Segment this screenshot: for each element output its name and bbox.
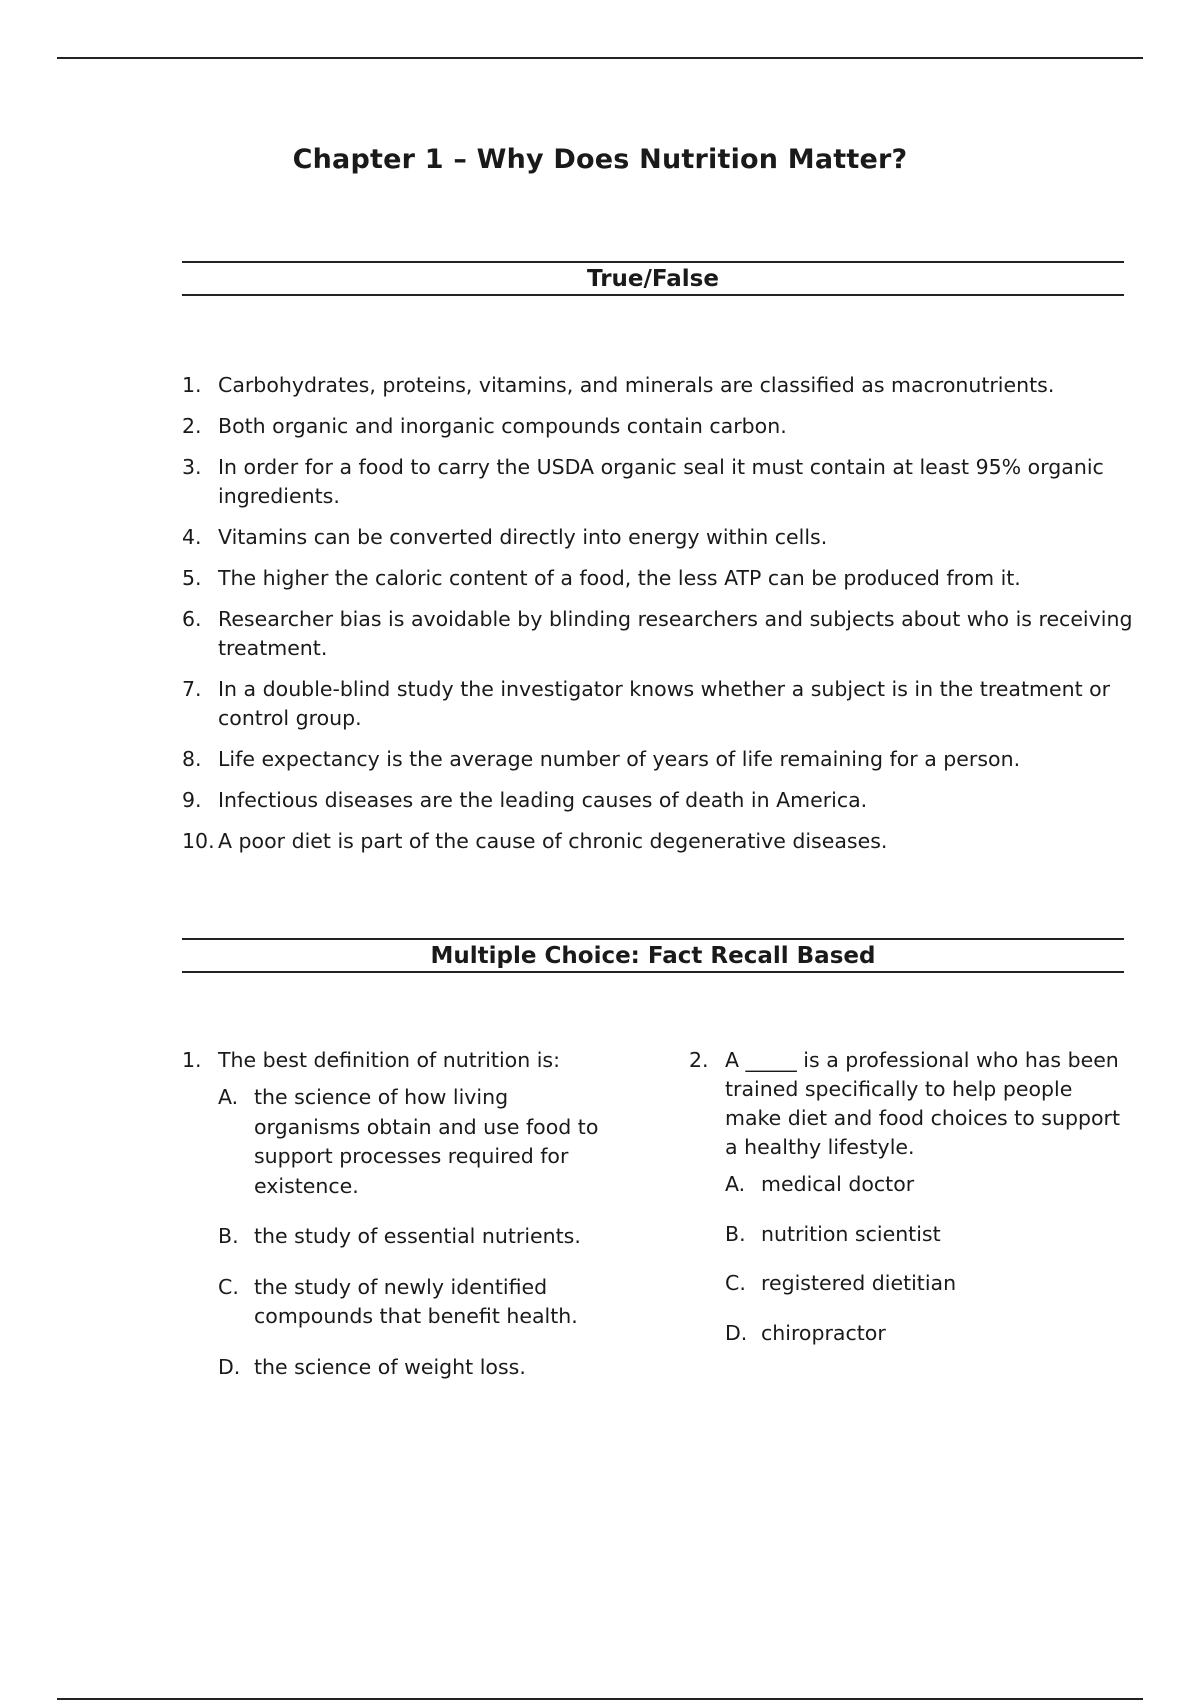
option-letter: A. [218, 1085, 239, 1109]
page-title: Chapter 1 – Why Does Nutrition Matter? [292, 144, 908, 175]
option-letter: B. [218, 1224, 239, 1248]
option-letter: B. [725, 1221, 746, 1246]
item-number: 5. [182, 566, 202, 590]
question-stem [182, 1046, 622, 1075]
option-text: nutrition scientist [761, 1221, 941, 1246]
list-item [182, 745, 1142, 774]
true-false-list [182, 371, 1142, 868]
list-item [182, 564, 1142, 593]
item-text: In order for a food to carry the USDA organic seal it must contain at least 95% organic ingredients. [218, 455, 1104, 508]
answer-option [725, 1220, 1129, 1250]
list-item [182, 827, 1142, 856]
option-text: the science of how living organisms obtain and use food to support processes required for existence. [254, 1085, 599, 1198]
item-text: Life expectancy is the average number of years of life remaining for a person. [218, 747, 1021, 771]
answer-option [218, 1353, 622, 1383]
item-text: A poor diet is part of the cause of chronic degenerative diseases. [218, 829, 888, 853]
mc-question-2 [689, 1046, 1129, 1368]
answer-option [725, 1170, 1129, 1200]
list-item [182, 412, 1142, 441]
option-letter: D. [218, 1354, 241, 1379]
question-number: 2. [689, 1048, 709, 1072]
option-text: medical doctor [761, 1172, 915, 1196]
answer-option [725, 1319, 1129, 1349]
question-text: The best definition of nutrition is: [218, 1048, 561, 1072]
question-text: A _____ is a professional who has been trained specifically to help people make diet and food choices to support a healthy lifestyle. [725, 1048, 1120, 1159]
list-item [182, 523, 1142, 552]
item-number: 1. [182, 373, 202, 397]
item-number: 3. [182, 455, 202, 479]
item-text: Both organic and inorganic compounds contain carbon. [218, 414, 787, 438]
item-number: 7. [182, 677, 202, 701]
item-number: 4. [182, 525, 202, 549]
option-text: the science of weight loss. [254, 1354, 526, 1379]
item-number: 8. [182, 747, 202, 771]
item-number: 2. [182, 414, 202, 438]
item-number: 9. [182, 788, 202, 812]
answer-option [218, 1083, 622, 1201]
item-text: Infectious diseases are the leading causes of death in America. [218, 788, 868, 812]
option-letter: C. [725, 1271, 746, 1295]
item-text: Carbohydrates, proteins, vitamins, and minerals are classified as macronutrients. [218, 373, 1055, 397]
option-text: the study of newly identified compounds that benefit health. [254, 1274, 578, 1328]
question-stem [689, 1046, 1129, 1162]
answer-options [725, 1170, 1129, 1348]
option-text: the study of essential nutrients. [254, 1224, 581, 1248]
answer-option [218, 1273, 622, 1332]
item-text: Researcher bias is avoidable by blinding researchers and subjects about who is receiving treatment. [218, 607, 1133, 660]
option-letter: C. [218, 1274, 239, 1299]
item-number: 6. [182, 607, 202, 631]
option-letter: A. [725, 1172, 746, 1196]
list-item [182, 675, 1142, 733]
question-number: 1. [182, 1048, 202, 1072]
answer-option [725, 1269, 1129, 1299]
answer-options [218, 1083, 622, 1382]
list-item [182, 786, 1142, 815]
list-item [182, 371, 1142, 400]
item-text: Vitamins can be converted directly into energy within cells. [218, 525, 828, 549]
item-text: In a double-blind study the investigator knows whether a subject is in the treatment or control group. [218, 677, 1111, 730]
item-text: The higher the caloric content of a food, the less ATP can be produced from it. [218, 566, 1021, 590]
multiple-choice-heading: Multiple Choice: Fact Recall Based [182, 938, 1124, 973]
true-false-heading: True/False [182, 261, 1124, 296]
mc-question-1 [182, 1046, 622, 1403]
option-letter: D. [725, 1320, 748, 1345]
option-text: chiropractor [761, 1320, 886, 1345]
option-text: registered dietitian [761, 1271, 957, 1295]
list-item [182, 605, 1142, 663]
top-rule [57, 57, 1143, 59]
item-number: 10. [182, 829, 215, 853]
answer-option [218, 1222, 622, 1252]
list-item [182, 453, 1142, 511]
